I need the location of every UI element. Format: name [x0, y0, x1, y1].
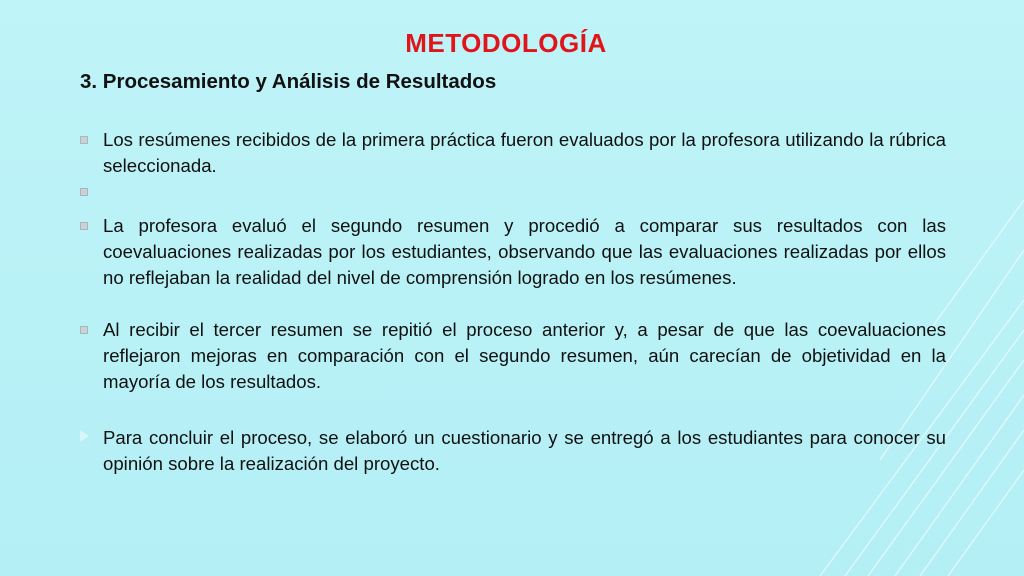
bullet-item [80, 425, 946, 477]
square-bullet-icon [80, 222, 88, 230]
bullet-item [80, 317, 946, 395]
bullet-text: Para concluir el proceso, se elaboró un cuestionario y se entregó a los estudiantes para conocer su opinión sobre la realización del proyecto. [103, 427, 946, 474]
square-bullet-icon [80, 188, 88, 196]
bullet-item [80, 127, 946, 179]
bullet-text: Los resúmenes recibidos de la primera práctica fueron evaluados por la profesora utilizando la rúbrica seleccionada. [103, 129, 946, 176]
arrow-bullet-icon [80, 430, 89, 442]
bullet-text: Al recibir el tercer resumen se repitió el proceso anterior y, a pesar de que las coevaluaciones reflejaron mejoras en comparación con el segundo resumen, aún carecían de objetividad en la mayoría de los resultados. [103, 319, 946, 392]
bullet-text: La profesora evaluó el segundo resumen y procedió a comparar sus resultados con las coevaluaciones realizadas por los estudiantes, observando que las evaluaciones realizadas por ellos no reflejaban la realidad del nivel de comprensión logrado en los resúmenes. [103, 215, 946, 288]
bullet-list [80, 127, 946, 477]
bullet-item [80, 213, 946, 291]
square-bullet-icon [80, 326, 88, 334]
section-subtitle: 3. Procesamiento y Análisis de Resultados [80, 70, 497, 93]
bullet-item-empty [80, 179, 946, 205]
square-bullet-icon [80, 136, 88, 144]
slide-title: METODOLOGÍA [405, 28, 607, 58]
